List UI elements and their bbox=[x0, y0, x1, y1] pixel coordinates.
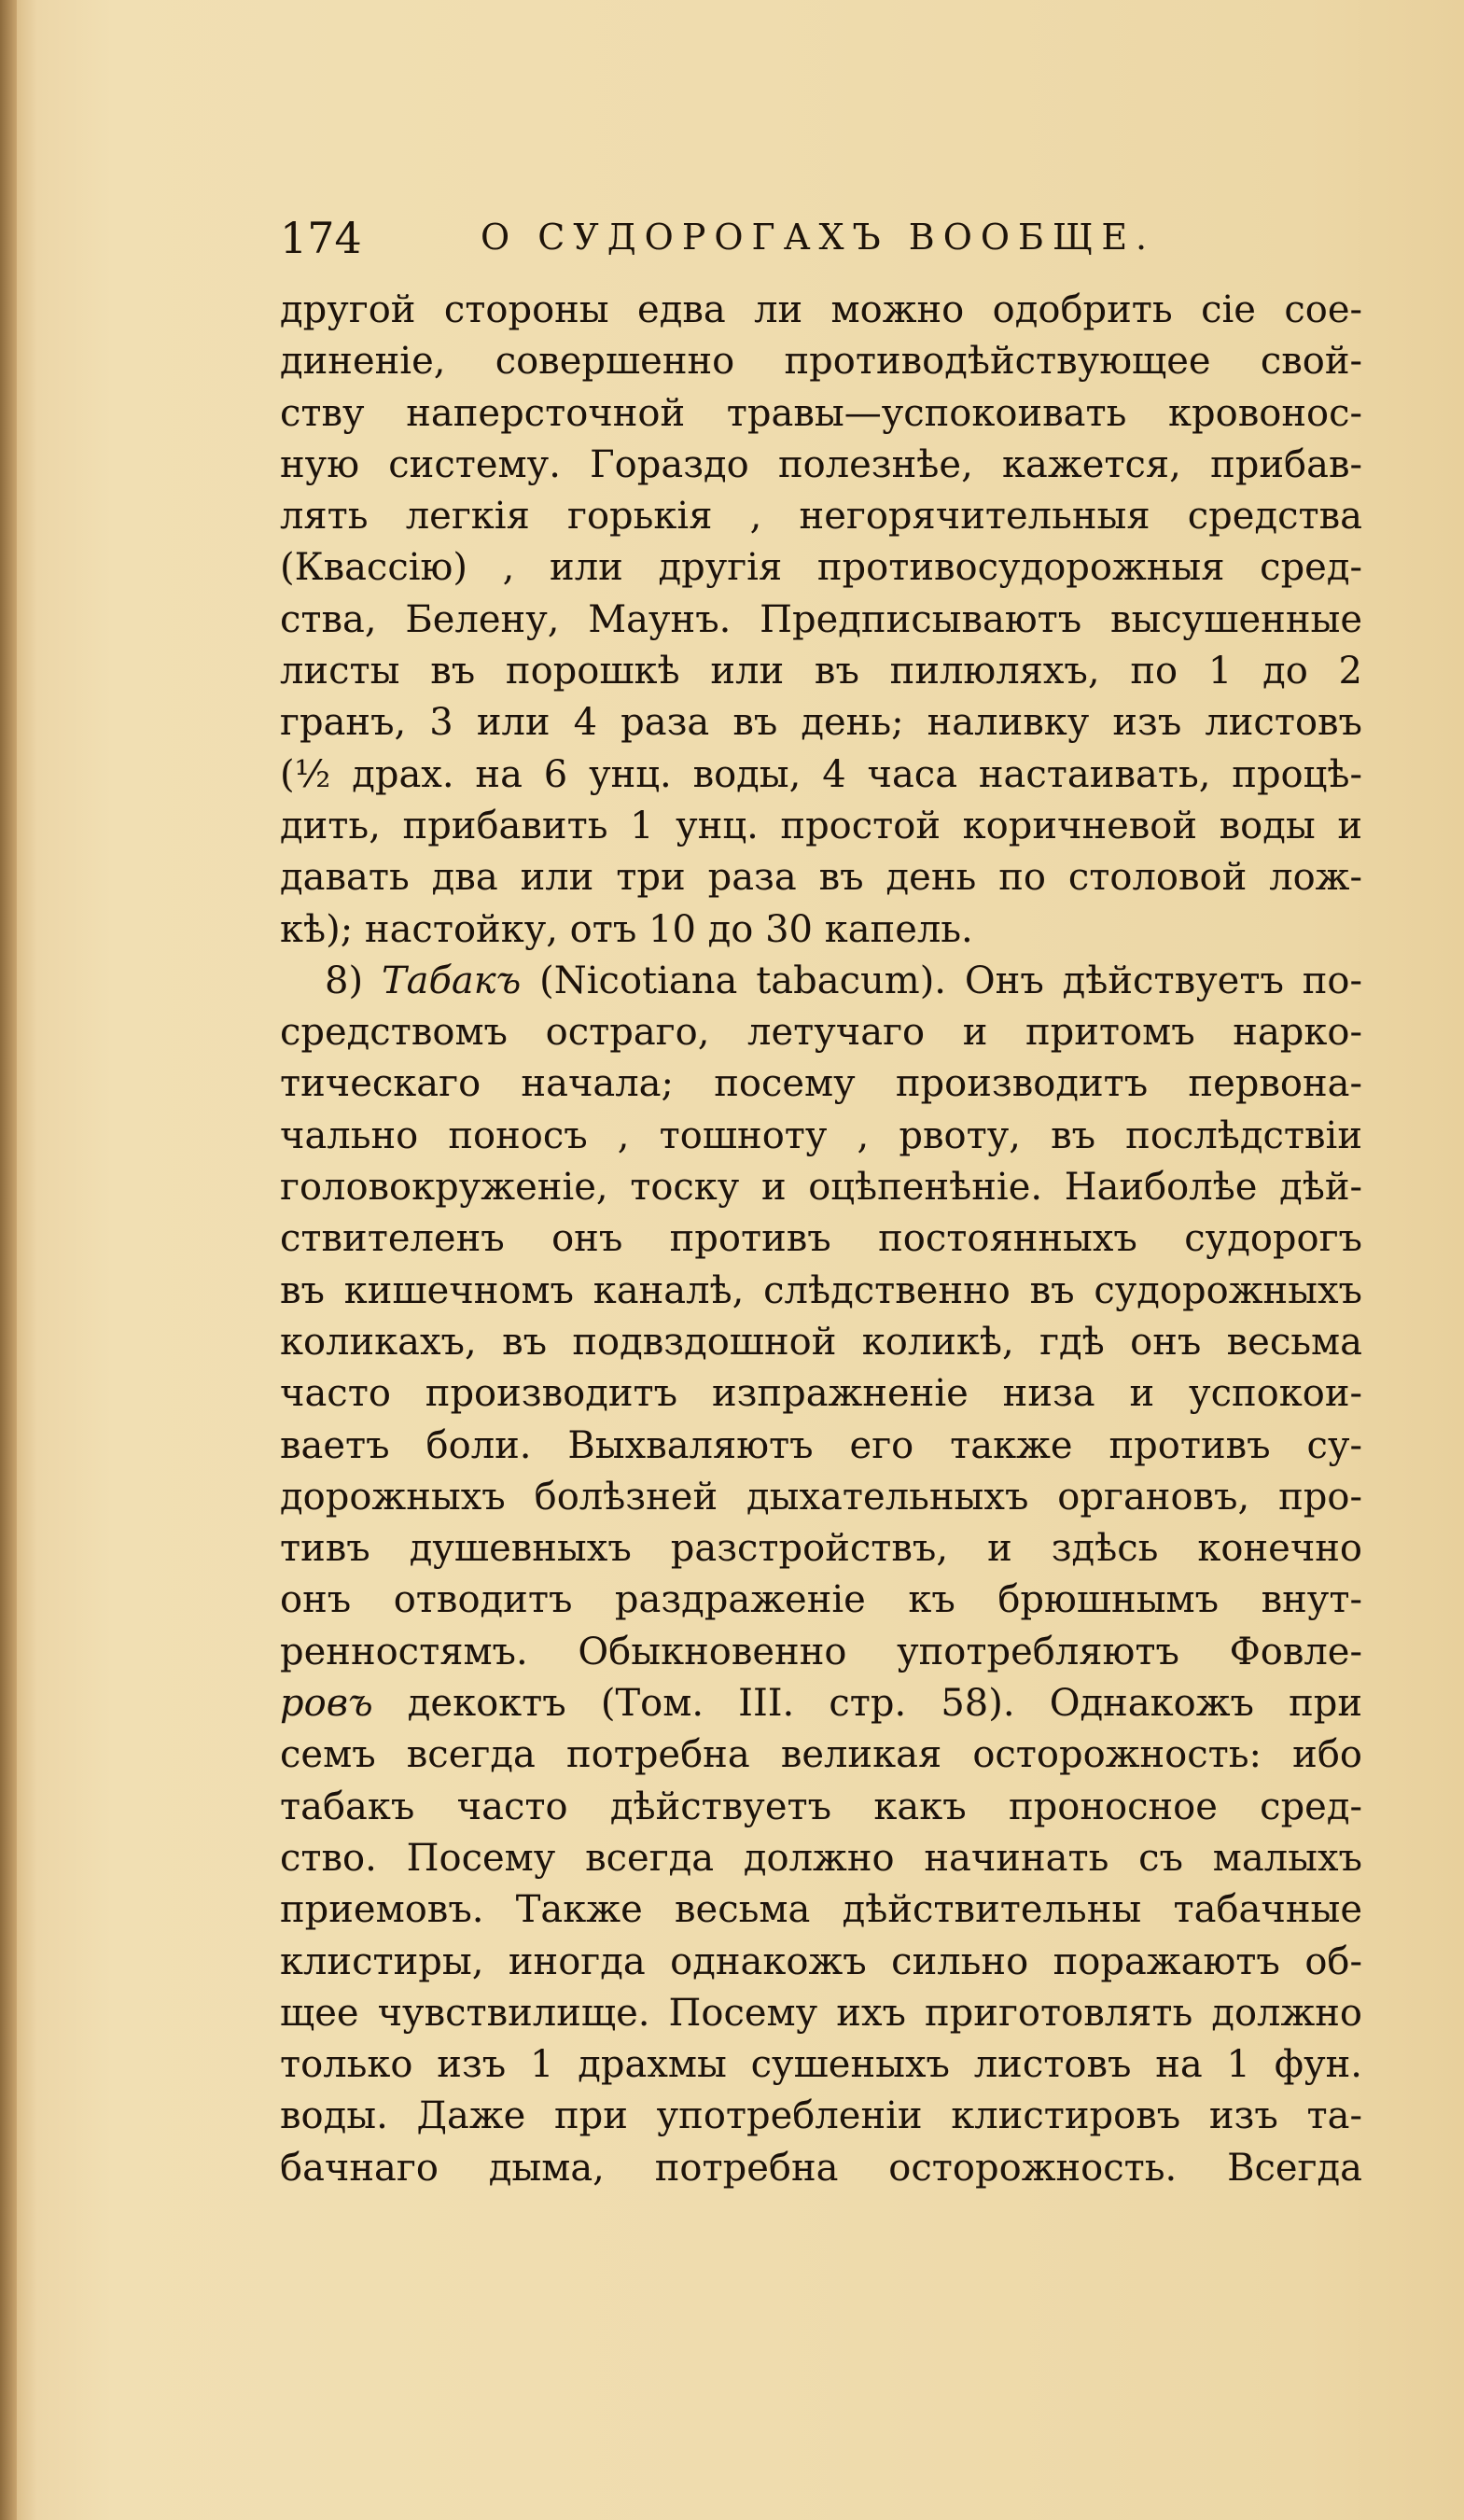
body-text bbox=[280, 285, 1362, 2194]
text-line: давать два или три раза въ день по столовой лож- bbox=[280, 856, 1362, 900]
text-line: часто производитъ изпражненіе низа и успокои- bbox=[280, 1372, 1362, 1416]
text-line: гранъ, 3 или 4 раза въ день; наливку изъ листовъ bbox=[280, 701, 1362, 745]
text-line: клистиры, иногда однакожъ сильно поражаютъ об- bbox=[280, 1939, 1362, 1983]
text-line: кѣ); настойку, отъ 10 до 30 капель. bbox=[280, 907, 973, 951]
text-line: лять легкія горькія , негорячительныя средства bbox=[280, 495, 1362, 539]
text-line: ную систему. Гораздо полезнѣе, кажется, прибав- bbox=[280, 442, 1362, 486]
page-gutter bbox=[0, 0, 17, 2520]
paragraph-start-tobacco bbox=[280, 956, 1362, 1007]
page-header bbox=[280, 213, 1362, 269]
text-line: щее чувствилище. Посему ихъ приготовлять должно bbox=[280, 1991, 1362, 2035]
text-line: дорожныхъ болѣзней дыхательныхъ органовъ, про- bbox=[280, 1475, 1362, 1519]
text-line: другой стороны едва ли можно одобрить сіе соe- bbox=[280, 288, 1362, 331]
item-name-italic: Табакъ bbox=[381, 959, 522, 1002]
text-line: ству наперсточной травы—успокоивать кровонос- bbox=[280, 391, 1362, 435]
running-title: О СУДОРОГАХЪ ВООБЩЕ. bbox=[481, 217, 1156, 258]
text-line: ствителенъ онъ противъ постоянныхъ судорогъ bbox=[280, 1217, 1362, 1261]
line-text: декоктъ (Том. III. стр. 58). Однакожъ при bbox=[407, 1682, 1362, 1726]
text-line: тивъ душевныхъ разстройствъ, и здѣсь конечно bbox=[280, 1527, 1362, 1571]
text-line: листы въ порошкѣ или въ пилюляхъ, по 1 до 2 bbox=[280, 650, 1362, 693]
text-line: приемовъ. Также весьма дѣйствительны табачные bbox=[280, 1888, 1362, 1932]
text-line: чально поносъ , тошноту , рвоту, въ послѣдствіи bbox=[280, 1113, 1362, 1157]
text-line: (½ драх. на 6 унц. воды, 4 часа настаивать, процѣ- bbox=[280, 752, 1362, 796]
text-line: средствомъ остраго, летучаго и притомъ нарко- bbox=[280, 1011, 1362, 1055]
text-line: воды. Даже при употребленіи клистировъ изъ та- bbox=[280, 2094, 1362, 2138]
text-line: только изъ 1 драхмы сушеныхъ листовъ на 1 фун. bbox=[280, 2043, 1362, 2087]
text-line-fowler bbox=[280, 1678, 1362, 1729]
text-line: ства, Белену, Маунъ. Предписываютъ высушенные bbox=[280, 597, 1362, 641]
text-line: дить, прибавить 1 унц. простой коричневой воды и bbox=[280, 804, 1362, 847]
text-line: въ кишечномъ каналѣ, слѣдственно въ судорожныхъ bbox=[280, 1268, 1362, 1312]
text-line: (Квассію) , или другія противосудорожныя сред- bbox=[280, 546, 1362, 590]
text-line: коликахъ, въ подвздошной коликѣ, гдѣ онъ весьма bbox=[280, 1320, 1362, 1364]
page-number: 174 bbox=[280, 213, 362, 263]
text-line: диненіе, совершенно противодѣйствующее свой- bbox=[280, 340, 1362, 384]
text-line: ваетъ боли. Выхваляютъ его также противъ су- bbox=[280, 1423, 1362, 1467]
text-line: бачнаго дыма, потребна осторожность. Всегда bbox=[280, 2146, 1362, 2190]
text-line: онъ отводитъ раздраженіе къ брюшнымъ внут- bbox=[280, 1578, 1362, 1622]
text-line: головокруженіе, тоску и оцѣпенѣніе. Наиболѣе дѣй- bbox=[280, 1166, 1362, 1210]
item-number: 8) bbox=[325, 959, 364, 1002]
text-line: ство. Посему всегда должно начинать съ малыхъ bbox=[280, 1836, 1362, 1880]
text-line: табакъ часто дѣйствуетъ какъ проносное сред- bbox=[280, 1785, 1362, 1828]
italic-name: ровъ bbox=[280, 1682, 373, 1726]
text-line: семъ всегда потребна великая осторожность: ибо bbox=[280, 1733, 1362, 1777]
text-line: тическаго начала; посему производитъ первона- bbox=[280, 1062, 1362, 1106]
item-text: (Nicotiana tabacum). Онъ дѣйствуетъ по- bbox=[539, 959, 1362, 1002]
text-line: ренностямъ. Обыкновенно употребляютъ Фовле- bbox=[280, 1630, 1362, 1673]
